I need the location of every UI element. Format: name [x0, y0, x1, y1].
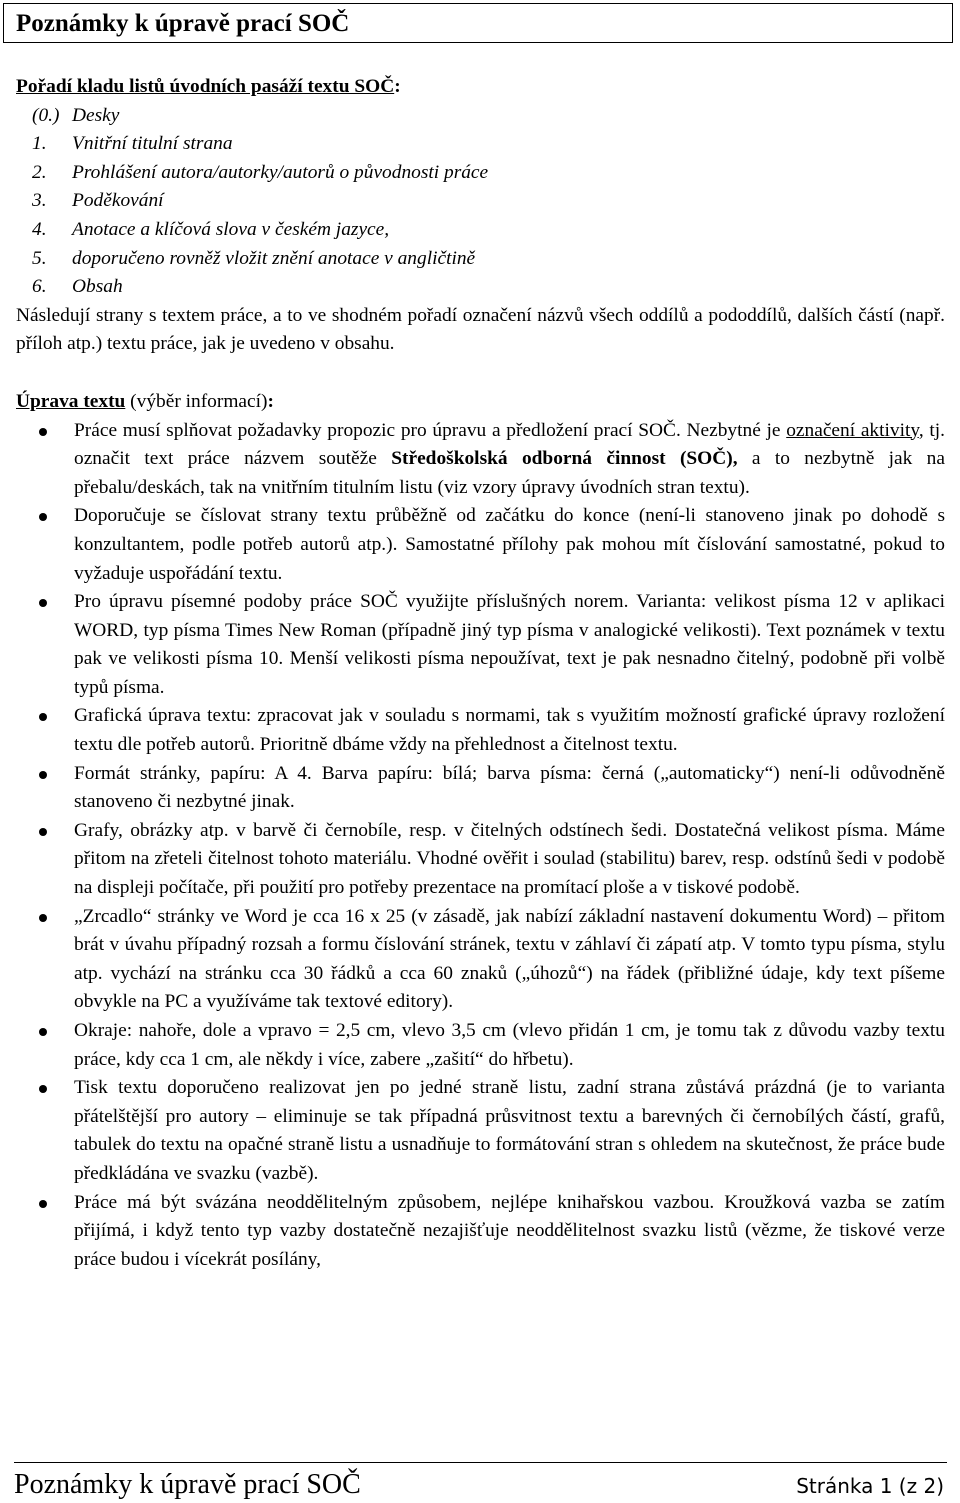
bullet-icon: [39, 428, 47, 436]
following-paragraph: Následují strany s textem práce, a to ve shodném pořadí označení názvů všech oddílů a pododdílů, dalších částí (např. příloh atp.) textu práce, jak je uvedeno v obsahu.: [16, 304, 945, 355]
item-number: 4.: [32, 218, 47, 240]
b3-text: Pro úpravu písemné podoby práce SOČ využijte příslušných norem. Varianta: velikost písma 12 v aplikaci WORD, typ písma Times New Roman (případně jiný typ písma v analogické velikosti). Text poznámek v textu pak ve velikosti písma 10. Menší velikosti písma nepoužívat, text je pak nesnadno čitelný, podobně při volbě typů písma.: [74, 591, 945, 698]
b1-post: a to nezbytně jak na přebalu/deskách, tak na vnitřním titulním listu (viz vzory úpravy úvodních stran textu).: [74, 448, 945, 498]
order-list: [16, 102, 945, 302]
b8-text: Okraje: nahoře, dole a vpravo = 2,5 cm, vlevo 3,5 cm (vlevo přidán 1 cm, je tomu tak z důvodu vazby textu práce, kdy cca 1 cm, ale někdy i více, zabere „zašití“ do hřbetu).: [74, 1020, 945, 1070]
b7-text: „Zrcadlo“ stránky ve Word je cca 16 x 25 (v zásadě, jak nabízí základní nastavení dokumentu Word) – přitom brát v úvahu případný rozsah a formu číslování stránek, textu v záhlaví či zápatí atp. V tomto typu písma, stylu atp. vychází na stránku cca 30 řádků a cca 60 znaků („úhozů“) na řádek (přibližné údaje, kdy text píšeme obvykle na PC a využíváme tak textové editory).: [74, 905, 945, 1013]
b9-text: Tisk textu doporučeno realizovat jen po jedné straně listu, zadní strana zůstává prázdná (je to varianta přátelštější pro autory – eliminuje se tak případná průsvitnost textu a barevných či černobílých částí, grafů, tabulek do textu na opačné straně listu a usnadňuje to formátování stran s ohledem na skutečnost, že práce bude předkládána ve svazku (vazbě).: [74, 1077, 945, 1184]
b10-text: Práce má být svázána neoddělitelným způsobem, nejlépe knihařskou vazbou. Kroužková vazba se zatím přijímá, i když tento typ vazby dostatečně nezajišťuje neoddělitelnost svazku listů (vězme, že tiskové verze práce budou i vícekrát posílány,: [74, 1191, 945, 1270]
b1-mid: , tj. označit text práce názvem soutěže: [74, 419, 945, 470]
item-text: Vnitřní titulní strana: [72, 133, 233, 155]
spacer: [16, 359, 945, 388]
list-item: [16, 1189, 945, 1275]
b1-bold: Středoškolská odborná činnost (SOČ),: [391, 448, 738, 470]
list-item: [32, 159, 945, 188]
bullet-icon: [39, 1200, 47, 1208]
list-item: [16, 417, 945, 503]
bullet-icon: [39, 599, 47, 607]
bullet-icon: [39, 771, 47, 779]
item-number: (0.): [32, 104, 60, 126]
item-number: 5.: [32, 247, 47, 269]
list-item: [32, 216, 945, 245]
bullet-icon: [39, 713, 47, 721]
item-text: Prohlášení autora/autorky/autorů o původnosti práce: [72, 161, 489, 183]
uprava-list: [16, 417, 945, 1275]
b5-text: Formát stránky, papíru: A 4. Barva papíru: bílá; barva písma: černá („automaticky“) není-li odůvodněně stanoveno či nezbytné jinak.: [74, 762, 945, 813]
list-item: [16, 502, 945, 588]
uprava-heading-suffix: (výběr informací): [125, 390, 268, 412]
list-item: [16, 903, 945, 1017]
list-item: [32, 273, 945, 302]
list-item: [16, 817, 945, 903]
b2-text: Doporučuje se číslovat strany textu průběžně od začátku do konce (není-li stanoveno jinak po dohodě s konzultantem, podle potřeb autorů atp.). Samostatné přílohy pak mohou mít číslování samostatné, pokud to vyžaduje uspořádání textu.: [74, 505, 945, 584]
list-item: [32, 245, 945, 274]
b1-underlined: označení aktivity: [786, 419, 919, 441]
bullet-icon: [39, 513, 47, 521]
uprava-heading-colon: :: [267, 390, 274, 412]
bullet-icon: [39, 828, 47, 836]
list-item: [16, 760, 945, 817]
order-heading: [16, 73, 945, 102]
item-number: 3.: [32, 190, 47, 212]
bullet-icon: [39, 914, 47, 922]
b1-pre: Práce musí splňovat požadavky propozic pro úpravu a předložení prací SOČ. Nezbytné je: [74, 419, 787, 441]
footer-title: Poznámky k úpravě prací SOČ: [14, 1469, 361, 1500]
item-number: 2.: [32, 161, 47, 183]
item-text: doporučeno rovněž vložit znění anotace v angličtině: [72, 247, 476, 269]
list-item: [16, 702, 945, 759]
order-heading-colon: :: [394, 76, 401, 97]
uprava-heading-text: Úprava textu: [16, 390, 126, 412]
bullet-icon: [39, 1028, 47, 1036]
title-box: [3, 3, 953, 43]
list-item: [16, 588, 945, 702]
document-body: [16, 73, 945, 1274]
uprava-heading: [16, 388, 945, 417]
list-item: [32, 130, 945, 159]
bullet-icon: [39, 1085, 47, 1093]
page-number: Stránka 1 (z 2): [796, 1474, 944, 1498]
item-text: Poděkování: [72, 190, 164, 212]
list-item: [32, 187, 945, 216]
b6-text: Grafy, obrázky atp. v barvě či černobíle, resp. v čitelných odstínech šedi. Dostatečná velikost písma. Máme přitom na zřeteli čitelnost tohoto materiálu. Vhodné ověřit i soulad (stabilitu) barev, resp. odstínů šedi v podobě na displeji počítače, při použití pro potřeby prezentace na promítací ploše a v tiskové podobě.: [74, 819, 945, 899]
list-item: [16, 1017, 945, 1074]
item-text: Obsah: [72, 276, 123, 298]
item-text: Desky: [72, 104, 120, 126]
list-item: [16, 1074, 945, 1188]
footer-divider: [14, 1462, 947, 1463]
list-item: [32, 102, 945, 131]
item-number: 1.: [32, 133, 47, 155]
item-text: Anotace a klíčová slova v českém jazyce,: [72, 218, 390, 240]
b4-text: Grafická úprava textu: zpracovat jak v souladu s normami, tak s využitím možností grafické úpravy rozložení textu dle potřeb autorů. Prioritně dbáme vždy na přehlednost a čitelnost textu.: [74, 705, 945, 756]
item-number: 6.: [32, 276, 47, 298]
page-title: Poznámky k úpravě prací SOČ: [16, 10, 350, 37]
order-heading-text: Pořadí kladu listů úvodních pasáží textu SOČ: [16, 76, 395, 97]
